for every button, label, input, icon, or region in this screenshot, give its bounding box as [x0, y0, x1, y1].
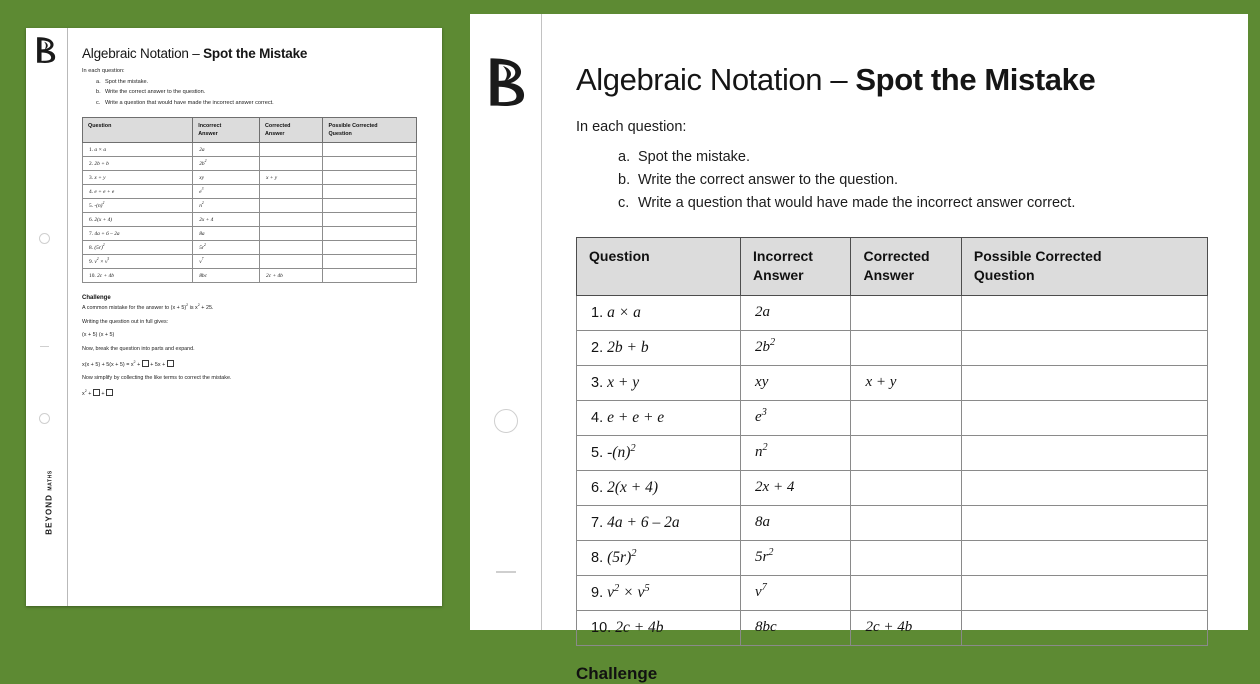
cell-corrected-answer	[260, 241, 323, 255]
challenge-line-5: $x(x + 5) + 5(x + 5) = x^2$ + + 5x +	[82, 360, 417, 370]
instruction-text: Spot the mistake.	[105, 79, 149, 85]
cell-corrected-answer	[851, 505, 961, 540]
table-row	[83, 255, 417, 269]
instruction-marker: c.	[618, 194, 630, 211]
rail-dash-mark	[40, 346, 49, 347]
lead-text: In each question:	[576, 119, 687, 135]
challenge-line-1: A common mistake for the answer to $(x + 5)^2$ is $x^2 + 25$.	[82, 303, 214, 312]
cell-incorrect-answer: 8bc	[741, 610, 851, 645]
cell-possible-corrected-question	[323, 255, 417, 269]
cell-corrected-answer: 2c + 4b	[851, 610, 961, 645]
instruction-text: Write a question that would have made the incorrect answer correct.	[105, 99, 274, 106]
lead-text: In each question:	[82, 68, 125, 74]
instruction-item	[96, 77, 428, 87]
answer-box[interactable]	[167, 360, 174, 367]
cell-possible-corrected-question	[961, 330, 1207, 365]
column-header-incorrect-answer: Incorrect Answer	[741, 237, 851, 295]
column-header-possible-corrected-question: Possible Corrected Question	[961, 237, 1207, 295]
table-row	[577, 400, 1208, 435]
cell-corrected-answer	[851, 575, 961, 610]
cell-corrected-answer	[260, 143, 323, 157]
table-row	[83, 157, 417, 171]
instruction-text: Write the correct answer to the question.	[105, 89, 206, 96]
table-row	[577, 330, 1208, 365]
instruction-marker: b.	[96, 89, 101, 96]
cell-possible-corrected-question	[961, 365, 1207, 400]
table-header-row	[577, 237, 1208, 295]
binder-hole	[494, 409, 518, 433]
challenge-line-3: (x + 5) (x + 5)	[82, 332, 115, 339]
cell-corrected-answer	[260, 255, 323, 269]
answer-box[interactable]	[106, 389, 113, 396]
cell-incorrect-answer: $e^3$	[193, 185, 260, 199]
instruction-marker: a.	[96, 79, 101, 85]
cell-incorrect-answer: xy	[741, 365, 851, 400]
mistakes-table	[576, 237, 1208, 646]
cell-incorrect-answer: $n^2$	[193, 199, 260, 213]
cell-corrected-answer	[851, 295, 961, 330]
page-title-regular: Algebraic Notation –	[576, 62, 856, 97]
table-row	[577, 365, 1208, 400]
table-row	[577, 470, 1208, 505]
cell-incorrect-answer: 2x + 4	[193, 213, 260, 227]
cell-possible-corrected-question	[323, 171, 417, 185]
instruction-list	[618, 146, 1208, 215]
challenge-heading: Challenge	[576, 663, 658, 683]
cell-question: 9. $v^2 \times v^5$	[83, 255, 193, 269]
cell-corrected-answer	[260, 199, 323, 213]
brand-vertical-label	[45, 458, 54, 548]
cell-question: 1. a × a	[577, 295, 741, 330]
table-row	[577, 505, 1208, 540]
worksheet-thumbnail-page[interactable]	[26, 28, 442, 606]
column-header-possible-corrected-question: Possible Corrected Question	[323, 118, 417, 143]
cell-incorrect-answer: 8a	[193, 227, 260, 241]
cell-incorrect-answer: $5r^2$	[193, 241, 260, 255]
cell-incorrect-answer: 2x + 4	[741, 470, 851, 505]
cell-corrected-answer: 2c + 4b	[260, 269, 323, 283]
cell-question: 3. x + y	[577, 365, 741, 400]
thumbnail-sheet-body	[68, 28, 442, 606]
cell-incorrect-answer: $v^7$	[193, 255, 260, 269]
cell-question: 9. $v^2 \times v^5$	[577, 575, 741, 610]
cell-corrected-answer	[260, 157, 323, 171]
cell-question: 10. 2c + 4b	[577, 610, 741, 645]
brand-name: BEYOND	[44, 493, 54, 535]
challenge-line-2: Writing the question out in full gives:	[82, 318, 169, 325]
cell-incorrect-answer: $2b^2$	[193, 157, 260, 171]
cell-corrected-answer: x + y	[851, 365, 961, 400]
cell-question: 8. $(5r)^2$	[577, 540, 741, 575]
cell-incorrect-answer: xy	[193, 171, 260, 185]
cell-question: 1. a × a	[83, 143, 193, 157]
cell-question: 4. e + e + e	[577, 400, 741, 435]
cell-incorrect-answer: 2a	[741, 295, 851, 330]
cell-question: 2. 2b + b	[577, 330, 741, 365]
column-header-corrected-answer: Corrected Answer	[260, 118, 323, 143]
table-row	[83, 227, 417, 241]
beyond-b-logo-icon	[482, 56, 532, 108]
column-header-question: Question	[83, 118, 193, 143]
cell-question: 10. 2c + 4b	[83, 269, 193, 283]
instruction-item	[96, 87, 428, 97]
instruction-item	[96, 98, 428, 108]
page-title-regular: Algebraic Notation –	[82, 46, 204, 61]
cell-corrected-answer	[851, 435, 961, 470]
cell-question: 6. 2(x + 4)	[83, 213, 193, 227]
zoom-page-rail	[470, 14, 542, 630]
instruction-marker: a.	[618, 149, 631, 165]
page-title	[576, 62, 1208, 98]
cell-possible-corrected-question	[323, 241, 417, 255]
challenge-line-7: $x^2$ + +	[82, 389, 417, 399]
cell-incorrect-answer: 2a	[193, 143, 260, 157]
cell-question: 7. 4a + 6 – 2a	[577, 505, 741, 540]
page-title	[82, 46, 428, 61]
column-header-question: Question	[577, 237, 741, 295]
rail-dash-mark	[496, 571, 516, 573]
instruction-marker: c.	[96, 99, 101, 106]
cell-question: 7. 4a + 6 – 2a	[83, 227, 193, 241]
table-row	[577, 435, 1208, 470]
cell-corrected-answer	[851, 540, 961, 575]
mistakes-table-body	[577, 295, 1208, 645]
brand-subject: MATHS	[47, 470, 54, 491]
cell-possible-corrected-question	[961, 610, 1207, 645]
thumbnail-page-rail	[26, 28, 68, 606]
cell-possible-corrected-question	[961, 435, 1207, 470]
instruction-list	[96, 77, 428, 108]
instruction-text: Write a question that would have made the incorrect answer correct.	[638, 194, 1076, 211]
cell-possible-corrected-question	[323, 269, 417, 283]
table-row	[83, 199, 417, 213]
challenge-line-4: Now, break the question into parts and expand.	[82, 345, 195, 352]
cell-possible-corrected-question	[961, 575, 1207, 610]
table-row	[577, 610, 1208, 645]
instruction-text: Write the correct answer to the question.	[638, 171, 899, 188]
instruction-item	[618, 146, 1208, 169]
column-header-corrected-answer: Corrected Answer	[851, 237, 961, 295]
instruction-item	[618, 169, 1208, 192]
table-row	[577, 575, 1208, 610]
cell-incorrect-answer: $v^7$	[741, 575, 851, 610]
instruction-marker: b.	[618, 171, 631, 188]
cell-possible-corrected-question	[323, 227, 417, 241]
cell-question: 3. x + y	[83, 171, 193, 185]
cell-possible-corrected-question	[323, 143, 417, 157]
page-title-bold: Spot the Mistake	[203, 46, 308, 61]
cell-possible-corrected-question	[961, 470, 1207, 505]
table-header-row	[83, 118, 417, 143]
cell-question: 5. $-(n)^2$	[577, 435, 741, 470]
challenge-heading: Challenge	[82, 295, 111, 302]
cell-question: 4. e + e + e	[83, 185, 193, 199]
cell-possible-corrected-question	[323, 157, 417, 171]
cell-incorrect-answer: $n^2$	[741, 435, 851, 470]
cell-corrected-answer	[851, 470, 961, 505]
challenge-section	[82, 295, 417, 398]
table-row	[83, 185, 417, 199]
cell-possible-corrected-question	[323, 185, 417, 199]
beyond-b-logo-icon	[32, 36, 60, 64]
cell-possible-corrected-question	[961, 540, 1207, 575]
cell-question: 5. $-(n)^2$	[83, 199, 193, 213]
cell-corrected-answer	[851, 400, 961, 435]
cell-question: 6. 2(x + 4)	[577, 470, 741, 505]
mistakes-table-body	[83, 143, 417, 283]
table-row	[83, 213, 417, 227]
challenge-section	[576, 664, 1208, 684]
table-row	[83, 171, 417, 185]
cell-corrected-answer	[260, 185, 323, 199]
answer-box[interactable]	[142, 360, 149, 367]
cell-incorrect-answer: 8a	[741, 505, 851, 540]
mistakes-table	[82, 117, 417, 283]
cell-corrected-answer	[851, 330, 961, 365]
answer-box[interactable]	[93, 389, 100, 396]
cell-possible-corrected-question	[961, 400, 1207, 435]
table-row	[83, 143, 417, 157]
worksheet-zoom-preview[interactable]	[470, 14, 1248, 683]
table-row	[83, 241, 417, 255]
table-row	[577, 295, 1208, 330]
table-row	[83, 269, 417, 283]
page-title-bold: Spot the Mistake	[855, 62, 1096, 97]
cell-question: 2. 2b + b	[83, 157, 193, 171]
cell-incorrect-answer: $5r^2$	[741, 540, 851, 575]
cell-corrected-answer: x + y	[260, 171, 323, 185]
cell-incorrect-answer: $e^3$	[741, 400, 851, 435]
cell-question: 8. $(5r)^2$	[83, 241, 193, 255]
cell-incorrect-answer: $2b^2$	[741, 330, 851, 365]
cell-possible-corrected-question	[323, 199, 417, 213]
binder-hole	[39, 233, 50, 244]
zoom-sheet-body	[542, 14, 1248, 683]
cell-incorrect-answer: 8bc	[193, 269, 260, 283]
instruction-item	[618, 192, 1208, 215]
challenge-line-6: Now simplify by collecting the like terms to correct the mistake.	[82, 375, 232, 382]
binder-hole	[39, 413, 50, 424]
cell-corrected-answer	[260, 213, 323, 227]
cell-possible-corrected-question	[961, 295, 1207, 330]
instruction-text: Spot the mistake.	[638, 149, 751, 165]
cell-possible-corrected-question	[323, 213, 417, 227]
column-header-incorrect-answer: Incorrect Answer	[193, 118, 260, 143]
cell-possible-corrected-question	[961, 505, 1207, 540]
cell-corrected-answer	[260, 227, 323, 241]
table-row	[577, 540, 1208, 575]
